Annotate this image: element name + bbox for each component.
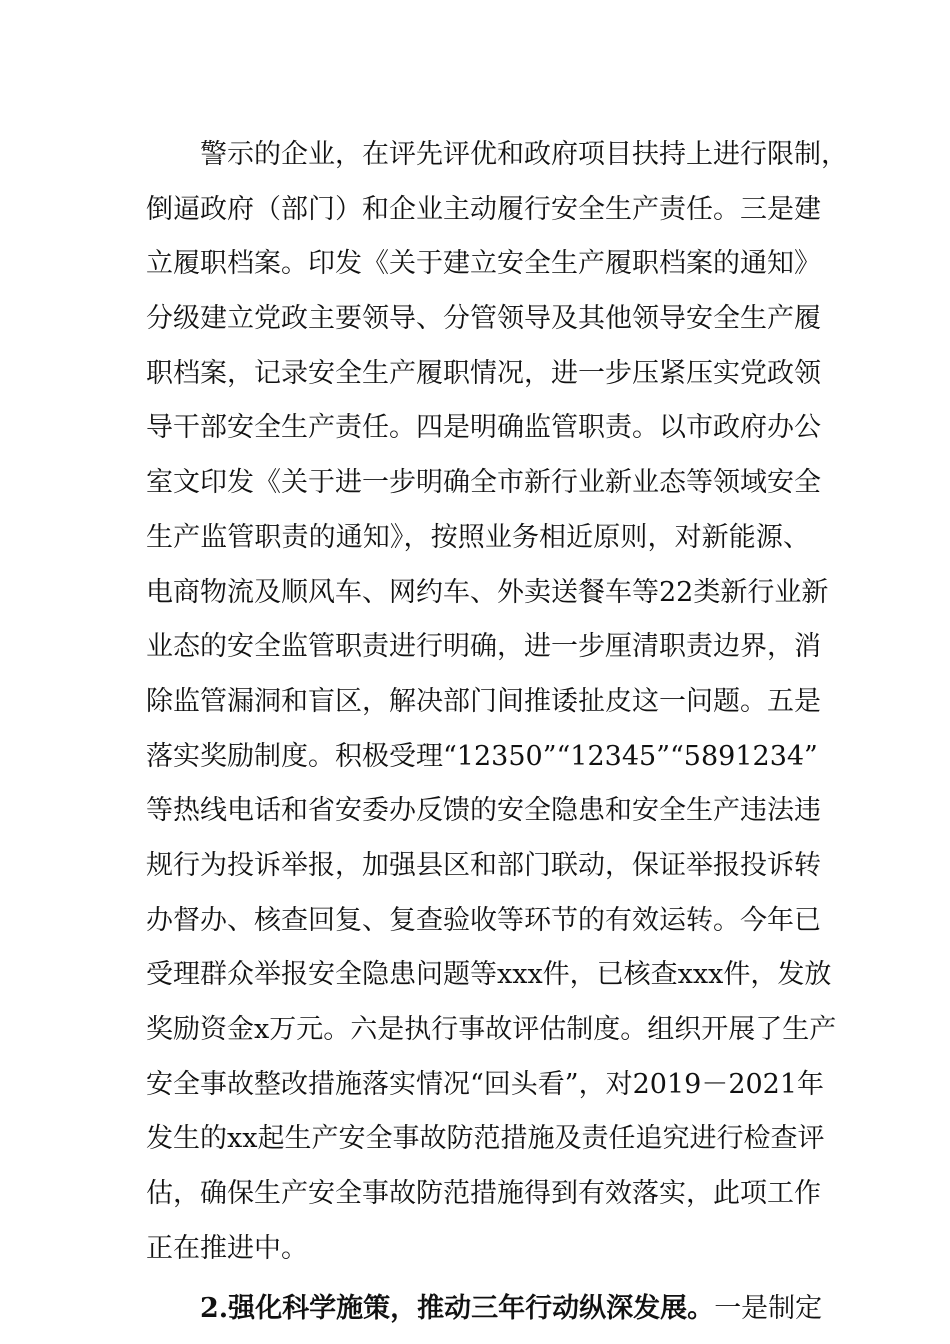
section-heading: 2.强化科学施策，推动三年行动纵深发展。 (200, 1293, 715, 1325)
paragraph-line: 业态的安全监管职责进行明确，进一步厘清职责边界，消 (146, 631, 821, 663)
section-text: 一是制定 (714, 1293, 823, 1325)
paragraph-line: 等热线电话和省安委办反馈的安全隐患和安全生产违法违 (146, 795, 821, 827)
paragraph-line: 安全事故整改措施落实情况“回头看”，对2019－2021年 (146, 1068, 825, 1100)
section-heading-line (146, 1282, 823, 1337)
paragraph-line: 规行为投诉举报，加强县区和部门联动，保证举报投诉转 (146, 849, 821, 881)
paragraph-line: 导干部安全生产责任。四是明确监管职责。以市政府办公 (146, 412, 821, 444)
paragraph-line: 室文印发《关于进一步明确全市新行业新业态等领域安全 (146, 467, 821, 499)
paragraph-line: 受理群众举报安全隐患问题等xxx件，已核查xxx件，发放 (146, 959, 832, 991)
paragraph-line: 立履职档案。印发《关于建立安全生产履职档案的通知》 (146, 248, 821, 280)
paragraph-line: 电商物流及顺风车、网约车、外卖送餐车等22类新行业新 (146, 576, 829, 608)
paragraph-line: 除监管漏洞和盲区，解决部门间推诿扯皮这一问题。五是 (146, 685, 821, 717)
paragraph-line: 估，确保生产安全事故防范措施得到有效落实，此项工作 (146, 1178, 821, 1210)
paragraph-line: 落实奖励制度。积极受理“12350”“12345”“5891234” (146, 740, 818, 772)
document-body (146, 128, 848, 1337)
paragraph-line: 警示的企业，在评先评优和政府项目扶持上进行限制， (200, 139, 848, 170)
paragraph-line: 奖励资金x万元。六是执行事故评估制度。组织开展了生产 (146, 1014, 837, 1045)
paragraph-line: 发生的xx起生产安全事故防范措施及责任追究进行检查评 (146, 1123, 825, 1155)
paragraph-line: 倒逼政府（部门）和企业主动履行安全生产责任。三是建 (146, 193, 821, 225)
paragraph-line: 生产监管职责的通知》，按照业务相近原则，对新能源、 (146, 521, 810, 553)
paragraph-line: 办督办、核查回复、复查验收等环节的有效运转。今年已 (146, 904, 821, 936)
paragraph-line: 分级建立党政主要领导、分管领导及其他领导安全生产履 (146, 303, 821, 335)
paragraph-line: 正在推进中。 (146, 1232, 308, 1264)
paragraph-line: 职档案，记录安全生产履职情况，进一步压紧压实党政领 (146, 357, 821, 389)
